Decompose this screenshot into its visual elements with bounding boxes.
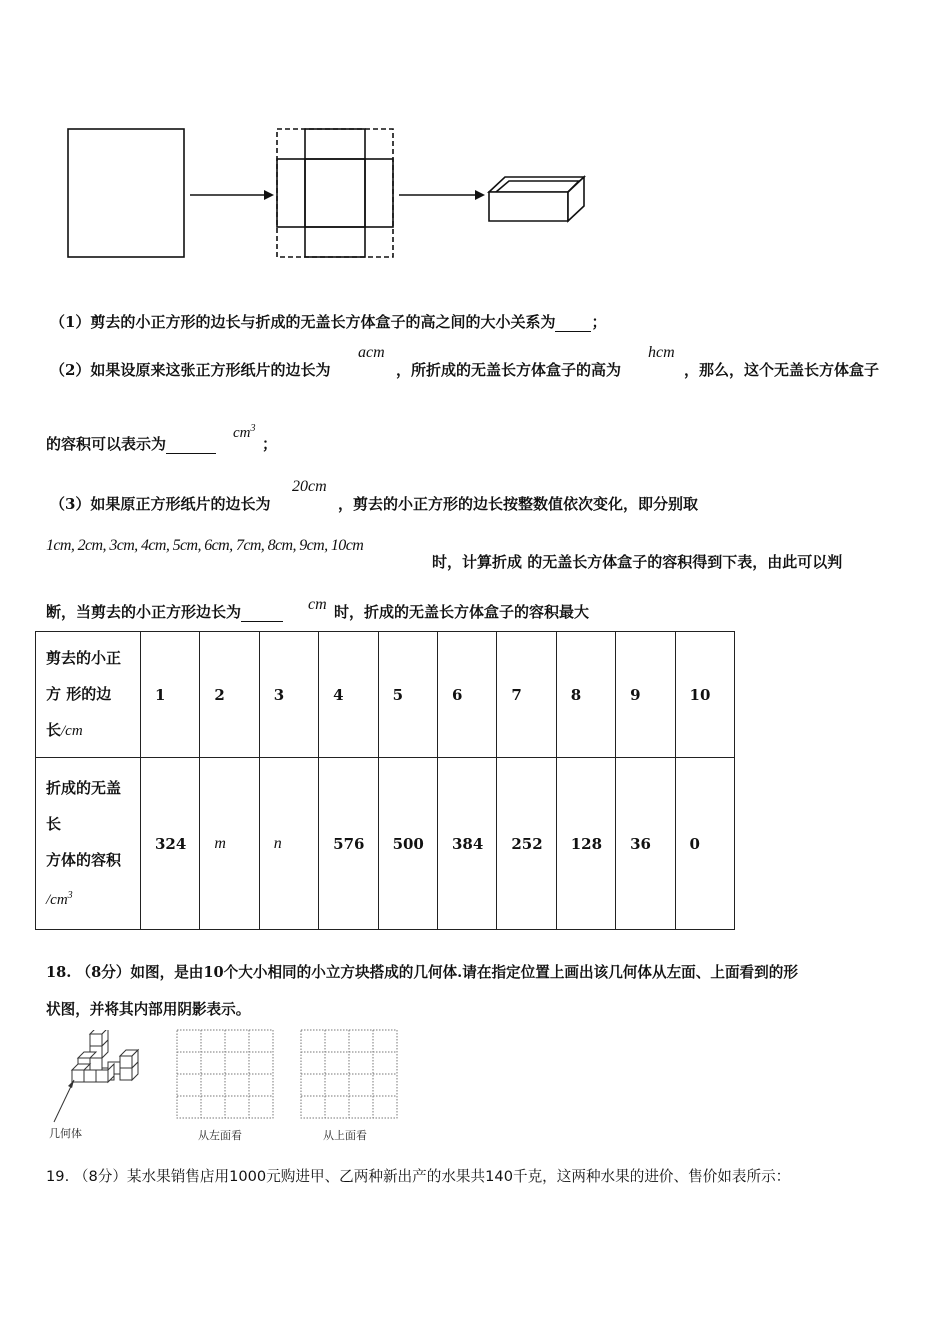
- q17-part3-after-values: [432, 551, 842, 572]
- table-cell: 3: [259, 632, 318, 758]
- q17-part2-end: ；: [262, 435, 278, 453]
- table-cell: 384: [437, 758, 496, 930]
- table-cell: n: [259, 758, 318, 930]
- answer-blank-1[interactable]: [555, 313, 591, 332]
- table-cell: 6: [437, 632, 496, 758]
- table-cell: 252: [497, 758, 556, 930]
- header-line-text: 长: [46, 721, 62, 739]
- q17-part3-pre: [50, 493, 270, 514]
- arrow-2: [399, 190, 485, 200]
- q17-part3-line3-pre: 断，当剪去的小正方形边长为: [46, 603, 242, 621]
- table-cell: 10: [675, 632, 734, 758]
- grid-left-view[interactable]: [176, 1029, 274, 1119]
- table-cell: 4: [319, 632, 378, 758]
- q17-part2-post-text: ，那么，这个无盖长方体盒子: [684, 361, 880, 379]
- q17-part3-line3-post: [334, 601, 589, 622]
- open-box: [489, 177, 584, 221]
- volume-table: [35, 631, 735, 930]
- table-cell: 0: [675, 758, 734, 930]
- unit-cm3: [233, 423, 256, 442]
- caption-top-view: 从上面看: [323, 1129, 367, 1142]
- q18-line1: 18. （8分）如图，是由10个大小相同的小立方块搭成的几何体.请在指定位置上画出该几何体从左面、上面看到的形: [46, 964, 798, 981]
- table-cell: 9: [616, 632, 675, 758]
- var-20cm: 20cm: [292, 478, 327, 495]
- table-cell: 2: [200, 632, 259, 758]
- grid-top-view[interactable]: [300, 1029, 398, 1119]
- var-a: acm: [358, 344, 385, 361]
- table-cell: m: [200, 758, 259, 930]
- q17-part2-line2: [46, 433, 216, 454]
- unit-cm: cm: [308, 596, 327, 613]
- header-unit-exp: 3: [67, 889, 73, 901]
- header-line: 剪去的小正: [46, 649, 122, 667]
- q17-part3-line3-post-text: 时，折成的无盖长方体盒子的容积最大: [334, 603, 590, 621]
- q17-part3-post: [338, 493, 698, 514]
- table-row-side-length: [36, 632, 735, 758]
- q17-part3-line3: [46, 601, 283, 622]
- table-cell: 1: [141, 632, 200, 758]
- header-unit-base: /cm: [46, 891, 68, 908]
- caption-left-view: 从左面看: [198, 1129, 242, 1142]
- q17-part1-end: ；: [591, 313, 607, 331]
- unit-cm3-exp: 3: [250, 423, 256, 434]
- q17-part3-post-text: ，剪去的小正方形的边长按整数值依次变化，即分别取: [338, 495, 699, 513]
- row-header-side-length: [36, 632, 141, 758]
- q17-part2-mid-text: ，所折成的无盖长方体盒子的高为: [396, 361, 622, 379]
- q17-part2-mid: [396, 359, 621, 380]
- table-cell: 324: [141, 758, 200, 930]
- cube-solid-figure: [40, 1030, 160, 1130]
- answer-blank-3[interactable]: [241, 603, 283, 622]
- unit-cm3-base: cm: [233, 425, 251, 441]
- square-sheet: [68, 129, 184, 257]
- q17-part2-pre: [50, 359, 330, 380]
- table-cell: 5: [378, 632, 437, 758]
- q17-part2-line2-text: 的容积可以表示为: [46, 435, 167, 453]
- var-h: hcm: [648, 344, 675, 361]
- header-line: [46, 712, 140, 749]
- table-cell: 500: [378, 758, 437, 930]
- q19-line1: 19. （8分）某水果销售店用1000元购进甲、乙两种新出产的水果共140千克，这两种水果的进价、售价如表所示：: [46, 1168, 791, 1185]
- q17-part2-post: [684, 359, 879, 380]
- header-unit: /cm: [61, 723, 83, 739]
- q18-line2: 状图，并将其内部用阴影表示。: [46, 1001, 251, 1018]
- header-line: 长: [46, 814, 62, 833]
- row-header-volume: [36, 758, 141, 930]
- table-cell: 8: [556, 632, 615, 758]
- table-cell: 576: [319, 758, 378, 930]
- q17-part2-pre-text: （2）如果设原来这张正方形纸片的边长为: [50, 361, 331, 379]
- table-cell: 36: [616, 758, 675, 930]
- header-line: 方体的容积: [46, 850, 122, 869]
- table-cell: 7: [497, 632, 556, 758]
- q17-part3-after-values-text: 时，计算折成 的无盖长方体盒子的容积得到下表，由此可以判: [432, 553, 843, 571]
- q17-part1: [50, 311, 606, 332]
- header-line: 方 形的边: [46, 685, 112, 703]
- answer-blank-2[interactable]: [166, 435, 216, 454]
- q17-part3-pre-text: （3）如果原正方形纸片的边长为: [50, 495, 271, 513]
- header-line: 折成的无盖: [46, 778, 122, 797]
- header-unit: [46, 878, 140, 918]
- caption-solid: 几何体: [49, 1127, 82, 1140]
- table-cell: 128: [556, 758, 615, 930]
- q17-part1-text: （1）剪去的小正方形的边长与折成的无盖长方体盒子的高之间的大小关系为: [50, 313, 556, 331]
- cm-values-list: 1cm, 2cm, 3cm, 4cm, 5cm, 6cm, 7cm, 8cm, 9cm, 10cm: [46, 537, 364, 554]
- net-to-box-diagram: [60, 120, 600, 265]
- cut-net: [277, 129, 393, 257]
- arrow-1: [190, 190, 274, 200]
- table-row-volume: [36, 758, 735, 930]
